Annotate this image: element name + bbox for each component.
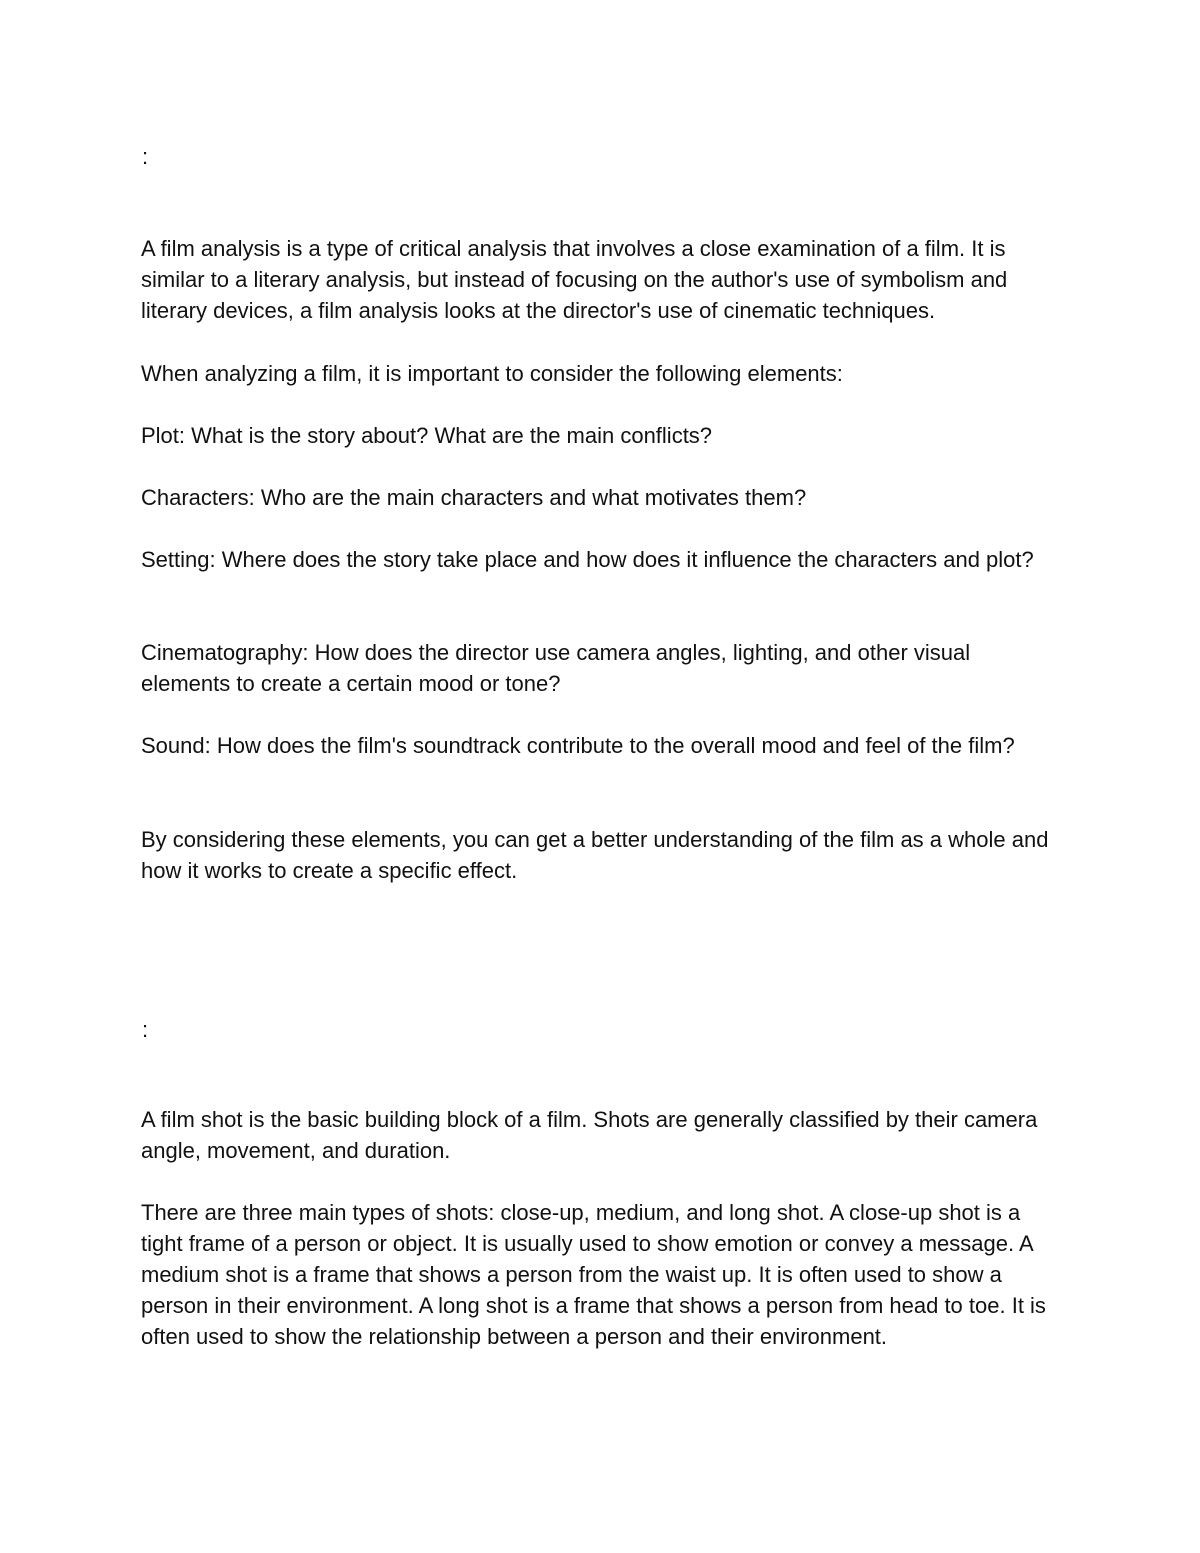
section-1-elements-intro: When analyzing a film, it is important to consider the following elements: [141, 361, 843, 386]
section-1-heading: : [142, 144, 149, 169]
section-1-setting-item: Setting: Where does the story take place and how does it influence the characters and plot? [141, 547, 1034, 572]
section-2-shot-types-paragraph: There are three main types of shots: close-up, medium, and long shot. A close-up shot is a tight frame of a person or object. It is usually used to show emotion or convey a message. A medium shot is a frame that shows a person from the waist up. It is often used to show a person in their environment. A long shot is a frame that shows a person from head to toe. It is often used to show the relationship between a person and their environment. [141, 1200, 1046, 1349]
section-1-cinematography-item: Cinematography: How does the director use camera angles, lighting, and other visual elements to create a certain mood or tone? [141, 640, 971, 696]
section-2-intro-paragraph: A film shot is the basic building block of a film. Shots are generally classified by their camera angle, movement, and duration. [141, 1107, 1038, 1163]
section-1-characters-item: Characters: Who are the main characters and what motivates them? [141, 485, 807, 510]
section-1-sound-item: Sound: How does the film's soundtrack contribute to the overall mood and feel of the film? [141, 733, 1015, 758]
section-1-plot-item: Plot: What is the story about? What are the main conflicts? [141, 423, 713, 448]
section-1-conclusion-paragraph: By considering these elements, you can get a better understanding of the film as a whole and how it works to create a specific effect. [141, 827, 1049, 883]
section-1-intro-paragraph: A film analysis is a type of critical analysis that involves a close examination of a film. It is similar to a literary analysis, but instead of focusing on the author's use of symbolism and literary devices, a film analysis looks at the director's use of cinematic techniques. [141, 236, 1008, 323]
section-2-heading: : [142, 1017, 149, 1042]
